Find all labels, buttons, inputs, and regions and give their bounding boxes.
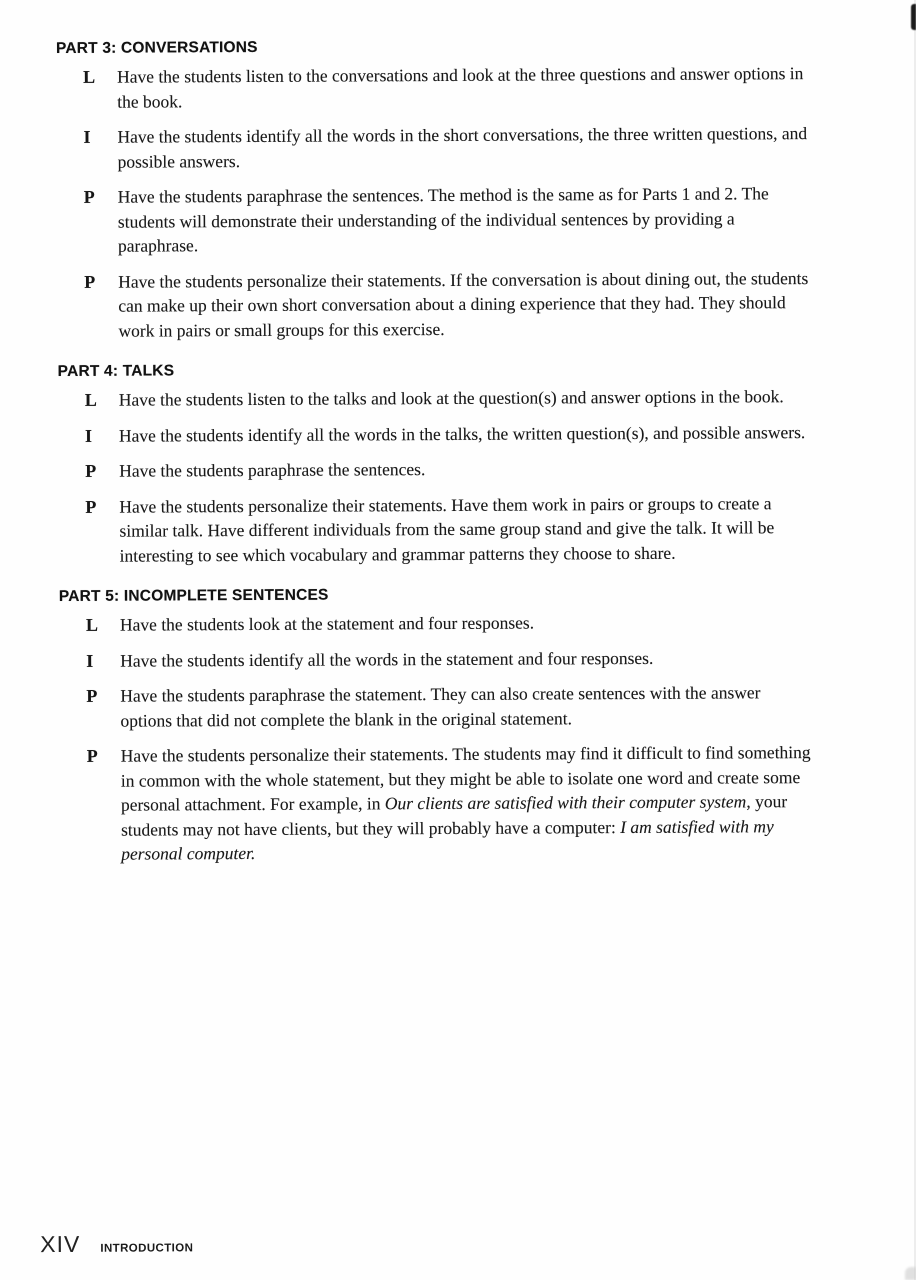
part-section [58, 359, 815, 568]
instruction-text: Have the students listen to the conversations and look at the three questions and answer options in the book. [117, 63, 804, 112]
step-letter-label: I [84, 425, 93, 446]
step-letter-label: L [85, 614, 99, 635]
part-section [59, 584, 816, 866]
step-letter-label: P [86, 745, 98, 766]
instruction-item [59, 680, 815, 733]
instruction-text: Have the students personalize their statements. Have them work in pairs or groups to create a similar talk. Have different individuals from the same group stand and give the talk. It will be interesting to see which vocabulary and grammar patterns they choose to share. [119, 492, 775, 566]
instruction-text: Have the students identify all the words in the statement and four responses. [120, 647, 654, 671]
instruction-text: Have the students identify all the words in the talks, the written question(s), and possible answers. [118, 421, 806, 446]
instruction-text: Have the students listen to the talks and look at the question(s) and answer options in the book. [118, 386, 784, 410]
instruction-item [56, 121, 812, 174]
step-letter-label: P [86, 685, 98, 706]
step-letter-label: P [85, 460, 97, 481]
part-heading: PART 3: CONVERSATIONS [55, 38, 258, 58]
step-letter-label: P [84, 271, 96, 292]
page-number: XIV [40, 1230, 81, 1258]
step-letter-label: L [84, 389, 97, 410]
page-content [56, 36, 816, 886]
page-footer [40, 1230, 193, 1258]
instruction-text: Have the students identify all the words in the short conversations, the three written questions, and possible answers. [117, 123, 808, 172]
step-letter-label: P [83, 186, 95, 207]
instruction-item [58, 455, 814, 483]
step-letter-label: P [85, 496, 97, 517]
instruction-item [57, 266, 813, 343]
instruction-item [59, 645, 815, 673]
instruction-text: Have the students look at the statement and four responses. [119, 612, 535, 635]
footer-section-label: INTRODUCTION [100, 1242, 194, 1255]
instruction-item [58, 420, 814, 448]
instruction-item [57, 181, 813, 258]
part-heading: PART 4: TALKS [57, 362, 175, 381]
step-letter-label: I [86, 650, 94, 671]
step-letter-label: I [83, 126, 91, 147]
scan-artifact-top-right [911, 4, 916, 30]
instruction-text: Have the students paraphrase the sentences. [119, 459, 426, 481]
part-heading: PART 5: INCOMPLETE SENTENCES [58, 586, 329, 605]
instruction-text: Have the students paraphrase the statement. They can also create sentences with the answer options that did not complete the blank in the original statement. [120, 682, 761, 731]
instruction-item [56, 61, 812, 114]
instruction-item [58, 491, 814, 568]
instruction-item [60, 740, 817, 866]
instruction-item [58, 384, 814, 412]
step-letter-label: L [83, 66, 96, 87]
part-section [56, 36, 814, 343]
instruction-text: Have the students personalize their statements. If the conversation is about dining out, the students can make up their own short conversation about a dining experience that they had. They should work in pairs or small groups for this exercise. [118, 267, 809, 341]
instruction-item [59, 609, 815, 637]
scan-artifact-bottom-right [905, 1267, 916, 1280]
instruction-text: Have the students paraphrase the sentences. The method is the same as for Parts 1 and 2. The students will demonstrate their understanding of the individual sentences by providing a paraphrase. [117, 183, 769, 256]
instruction-text: Have the students personalize their statements. The students may find it difficult to find something in common with the whole statement, but they might be able to isolate one word and create some personal attachment. For example, in Our clients are satisfied with their computer system, your students may not have clients, but they will probably have a computer: I am satisfied with my personal computer. [120, 742, 811, 864]
